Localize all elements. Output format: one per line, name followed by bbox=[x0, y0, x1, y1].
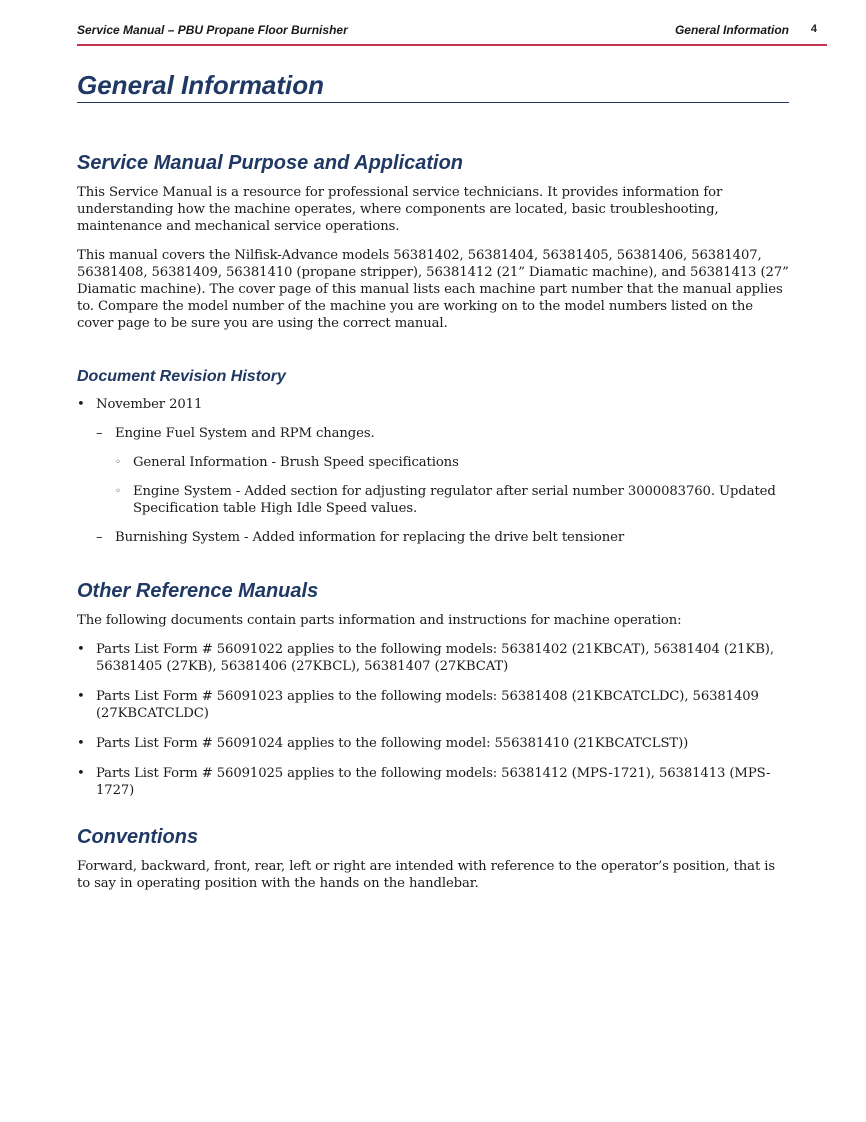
list-item: • Parts List Form # 56091022 applies to the following models: 56381402 (21KBCAT), 56381404 (21KB), 56381405 (27KB), 56381406 (27KBCL), 56381407 (27KBCAT) bbox=[77, 642, 774, 674]
dash-mark: – bbox=[96, 426, 103, 441]
header-section-title: General Information bbox=[674, 23, 789, 37]
bullet-mark: • bbox=[77, 689, 85, 704]
bullet-mark: • bbox=[77, 397, 85, 412]
bullet-mark: • bbox=[77, 642, 85, 657]
page-header bbox=[77, 22, 827, 46]
header-manual-title: Service Manual – PBU Propane Floor Burnisher bbox=[77, 23, 348, 37]
revision-date-item bbox=[77, 396, 789, 413]
purpose-heading: Service Manual Purpose and Application bbox=[77, 152, 464, 174]
revision-date: November 2011 bbox=[96, 397, 203, 412]
list-item: • Parts List Form # 56091025 applies to the following models: 56381412 (MPS-1721), 56381413 (MPS-1727) bbox=[77, 766, 771, 798]
revision-subchange-item bbox=[77, 483, 789, 517]
page-title: General Information bbox=[77, 70, 789, 103]
revision-heading: Document Revision History bbox=[77, 368, 286, 385]
revision-subchange-text: General Information - Brush Speed specifications bbox=[133, 455, 459, 470]
other-manuals-heading: Other Reference Manuals bbox=[77, 580, 319, 602]
parts-list bbox=[77, 641, 789, 799]
revision-subchange-text: Engine System - Added section for adjusting regulator after serial number 3000083760. Updated Specification table High Idle Speed values. bbox=[133, 484, 776, 516]
revision-change-text: Burnishing System - Added information for replacing the drive belt tensioner bbox=[115, 530, 625, 545]
conventions-text: Forward, backward, front, rear, left or right are intended with reference to the operator’s position, that is to say in operating position with the hands on the handlebar. bbox=[77, 859, 776, 891]
revision-change-item bbox=[77, 529, 789, 546]
bullet-mark: • bbox=[77, 766, 85, 781]
circle-mark: ◦ bbox=[115, 457, 121, 468]
purpose-paragraph-2: This manual covers the Nilfisk-Advance models 56381402, 56381404, 56381405, 56381406, 56381407, 56381408, 56381409, 56381410 (propane stripper), 56381412 (21” Diamatic machine), and 56381413 (27” Diamatic machine). The cover page of this manual lists each machine part number that the manual applies to. Compare the model number of the machine you are working on to the model numbers listed on the cover page to be sure you are using the correct manual. bbox=[77, 248, 789, 331]
page-number: 4 bbox=[810, 23, 817, 35]
dash-mark: – bbox=[96, 530, 103, 545]
purpose-paragraph-1: This Service Manual is a resource for professional service technicians. It provides information for understanding how the machine operates, where components are located, basic troubleshooting, maintenance and mechanical service operations. bbox=[77, 185, 723, 234]
revision-change-text: Engine Fuel System and RPM changes. bbox=[115, 426, 375, 441]
list-item: • Parts List Form # 56091024 applies to the following model: 556381410 (21KBCATCLST)) bbox=[77, 736, 689, 751]
revision-change-item bbox=[77, 425, 789, 442]
circle-mark: ◦ bbox=[115, 486, 121, 497]
list-item: • Parts List Form # 56091023 applies to the following models: 56381408 (21KBCATCLDC), 56381409 (27KBCATCLDC) bbox=[77, 689, 759, 721]
bullet-mark: • bbox=[77, 736, 85, 751]
other-manuals-intro: The following documents contain parts information and instructions for machine operation: bbox=[77, 613, 682, 628]
page-content bbox=[77, 150, 789, 904]
conventions-heading: Conventions bbox=[77, 826, 199, 848]
revision-subchange-item bbox=[77, 454, 789, 471]
